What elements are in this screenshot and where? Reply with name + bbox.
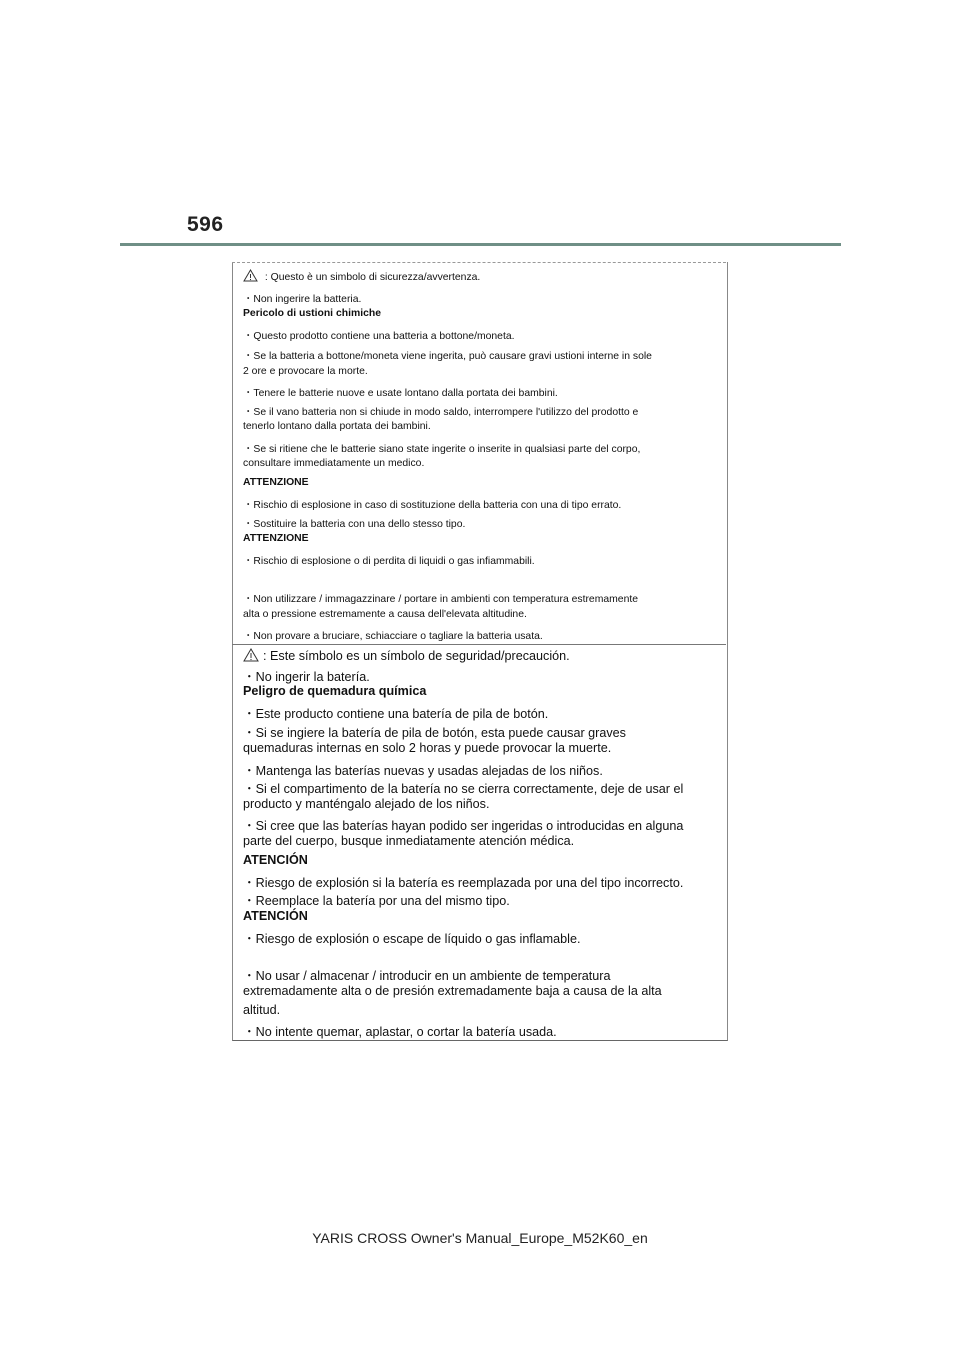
es-line: parte del cuerpo, busque inmediatamente atención médica. xyxy=(243,834,575,848)
it-line: ・Tenere le batterie nuove e usate lontano dalla portata dei bambini. xyxy=(243,388,558,399)
it-line: ・Rischio di esplosione o di perdita di liquidi o gas infiammabili. xyxy=(243,556,535,567)
it-heading-attention: ATTENZIONE xyxy=(243,477,309,488)
it-line: ・Sostituire la batteria con una dello stesso tipo. xyxy=(243,519,466,530)
it-heading-chemical-burn: Pericolo di ustioni chimiche xyxy=(243,308,381,319)
es-line: ・Riesgo de explosión o escape de líquido o gas inflamable. xyxy=(243,932,581,946)
it-line: 2 ore e provocare la morte. xyxy=(243,366,368,377)
it-symbol-text: : Questo è un simbolo di sicurezza/avvertenza. xyxy=(262,272,481,283)
es-symbol-line xyxy=(243,648,570,663)
es-heading-attention: ATENCIÓN xyxy=(243,909,308,923)
es-line: ・Si cree que las baterías hayan podido ser ingeridas o introducidas en alguna xyxy=(243,819,684,833)
it-heading-attention: ATTENZIONE xyxy=(243,533,309,544)
it-line: tenerlo lontano dalla portata dei bambini. xyxy=(243,421,431,432)
it-line: ・Non ingerire la batteria. xyxy=(243,294,362,305)
es-symbol-text: : Este símbolo es un símbolo de seguridad/precaución. xyxy=(263,649,570,663)
es-line: ・No ingerir la batería. xyxy=(243,670,370,684)
es-line: extremadamente alta o de presión extremadamente baja a causa de la alta xyxy=(243,984,662,998)
scanned-label-top-edge xyxy=(232,262,726,263)
es-line: producto y manténgalo alejado de los niños. xyxy=(243,797,490,811)
it-line: ・Non utilizzare / immagazzinare / portare in ambienti con temperatura estremamente xyxy=(243,594,639,605)
es-line: ・Este producto contiene una batería de pila de botón. xyxy=(243,707,549,721)
it-line: ・Se si ritiene che le batterie siano state ingerite o inserite in qualsiasi parte del corpo, xyxy=(243,444,641,455)
warning-triangle-icon xyxy=(243,269,258,282)
it-line: alta o pressione estremamente a causa dell'elevata altitudine. xyxy=(243,609,527,620)
es-line: ・No usar / almacenar / introducir en un ambiente de temperatura xyxy=(243,969,611,983)
it-line: ・Non provare a bruciare, schiacciare o tagliare la batteria usata. xyxy=(243,631,543,642)
es-line: quemaduras internas en solo 2 horas y puede provocar la muerte. xyxy=(243,741,612,755)
es-line: ・No intente quemar, aplastar, o cortar la batería usada. xyxy=(243,1025,557,1039)
es-line: ・Riesgo de explosión si la batería es reemplazada por una del tipo incorrecto. xyxy=(243,876,684,890)
es-heading-attention: ATENCIÓN xyxy=(243,853,308,867)
it-symbol-line xyxy=(243,269,480,283)
it-line: ・Se il vano batteria non si chiude in modo saldo, interrompere l'utilizzo del prodotto e xyxy=(243,407,639,418)
warning-triangle-icon xyxy=(243,648,259,662)
footer-manual-title: YARIS CROSS Owner's Manual_Europe_M52K60_en xyxy=(312,1230,648,1246)
es-line: ・Mantenga las baterías nuevas y usadas alejadas de los niños. xyxy=(243,764,603,778)
it-line: ・Rischio di esplosione in caso di sostituzione della batteria con una di tipo errato. xyxy=(243,500,622,511)
es-line: ・Si el compartimento de la batería no se cierra correctamente, deje de usar el xyxy=(243,782,684,796)
it-line: ・Se la batteria a bottone/moneta viene ingerita, può causare gravi ustioni interne in sole xyxy=(243,351,652,362)
it-line: consultare immediatamente un medico. xyxy=(243,458,425,469)
es-line: ・Reemplace la batería por una del mismo tipo. xyxy=(243,894,510,908)
language-divider xyxy=(232,644,726,645)
es-line: altitud. xyxy=(243,1003,281,1017)
es-heading-chemical-burn: Peligro de quemadura química xyxy=(243,684,427,698)
header-rule xyxy=(120,243,841,246)
it-line: ・Questo prodotto contiene una batteria a bottone/moneta. xyxy=(243,331,515,342)
es-line: ・Si se ingiere la batería de pila de botón, esta puede causar graves xyxy=(243,726,626,740)
page-number: 596 xyxy=(187,213,224,236)
